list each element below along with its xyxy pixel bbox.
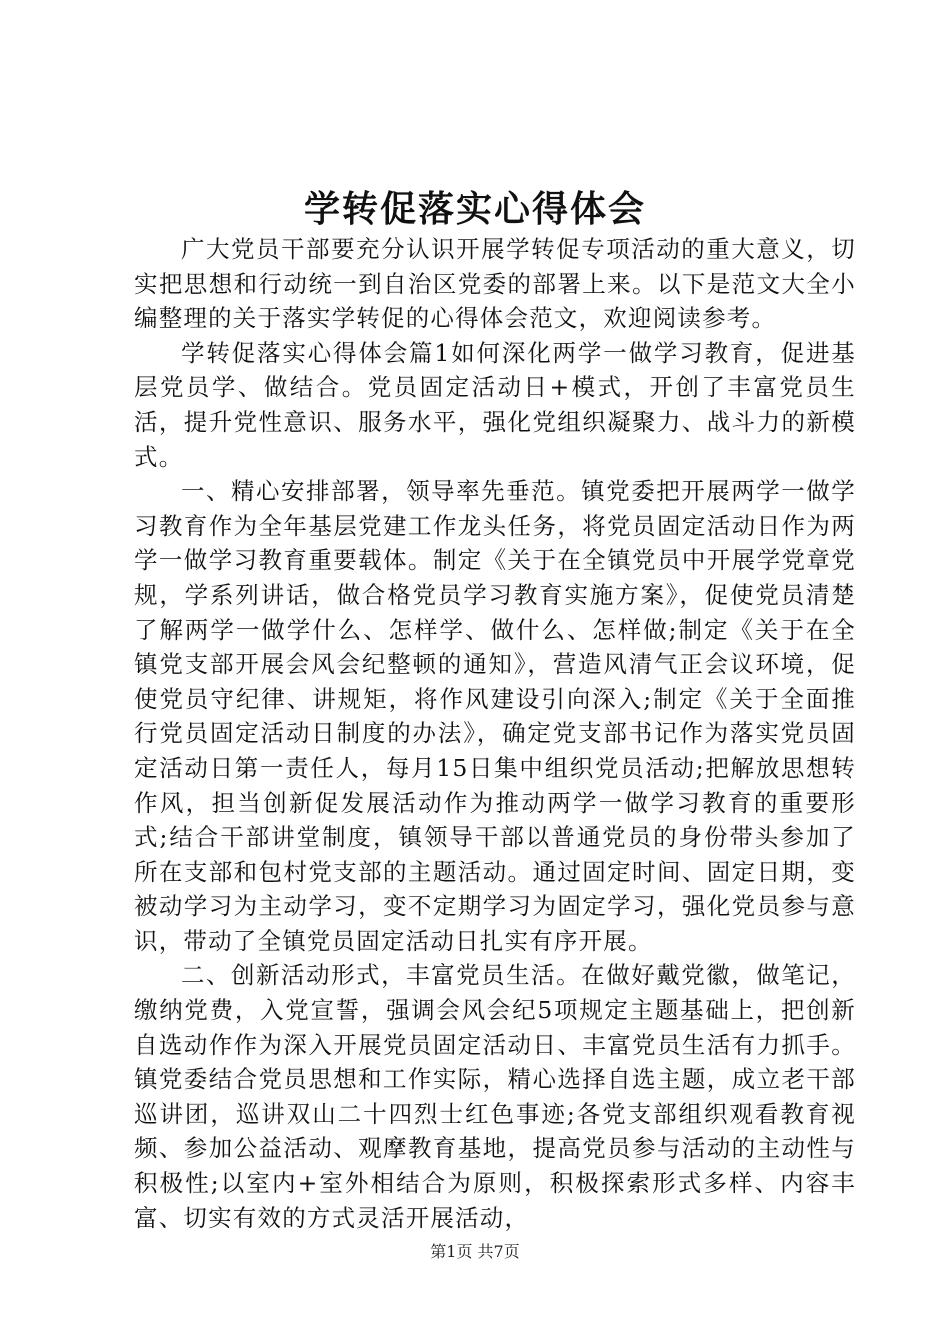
paragraph-section-1: 学转促落实心得体会篇1如何深化两学一做学习教育，促进基层党员学、做结合。党员固定活动日+模式，开创了丰富党员生活，提升党性意识、服务水平，强化党组织凝聚力、战斗力的新模式。 [134,338,856,471]
document-body [134,232,856,1235]
paragraph-intro: 广大党员干部要充分认识开展学转促专项活动的重大意义，切实把思想和行动统一到自治区党委的部署上来。以下是范文大全小编整理的关于落实学转促的心得体会范文，欢迎阅读参考。 [134,235,856,333]
paragraph-point-2: 二、创新活动形式，丰富党员生活。在做好戴党徽，做笔记，缴纳党费，入党宣誓，强调会风会纪5项规定主题基础上，把创新自选动作作为深入开展党员固定活动日、丰富党员生活有力抓手。镇党委结合党员思想和工作实际，精心选择自选主题，成立老干部巡讲团，巡讲双山二十四烈士红色事迹;各党支部组织观看教育视频、参加公益活动、观摩教育基地，提高党员参与活动的主动性与积极性;以室内+室外相结合为原则，积极探索形式多样、内容丰富、切实有效的方式灵活开展活动， [134,961,856,1232]
page-number-footer: 第1页 共7页 [430,1242,520,1261]
document-title: 学转促落实心得体会 [303,188,646,230]
paragraph-point-1: 一、精心安排部署，领导率先垂范。镇党委把开展两学一做学习教育作为全年基层党建工作龙头任务，将党员固定活动日作为两学一做学习教育重要载体。制定《关于在全镇党员中开展学党章党规，学系列讲话，做合格党员学习教育实施方案》，促使党员清楚了解两学一做学什么、怎样学、做什么、怎样做;制定《关于在全镇党支部开展会风会纪整顿的通知》，营造风清气正会议环境，促使党员守纪律、讲规矩，将作风建设引向深入;制定《关于全面推行党员固定活动日制度的办法》，确定党支部书记作为落实党员固定活动日第一责任人，每月15日集中组织党员活动;把解放思想转作风，担当创新促发展活动作为推动两学一做学习教育的重要形式;结合干部讲堂制度，镇领导干部以普通党员的身份带头参加了所在支部和包村党支部的主题活动。通过固定时间、固定日期，变被动学习为主动学习，变不定期学习为固定学习，强化党员参与意识，带动了全镇党员固定活动日扎实有序开展。 [134,477,856,955]
